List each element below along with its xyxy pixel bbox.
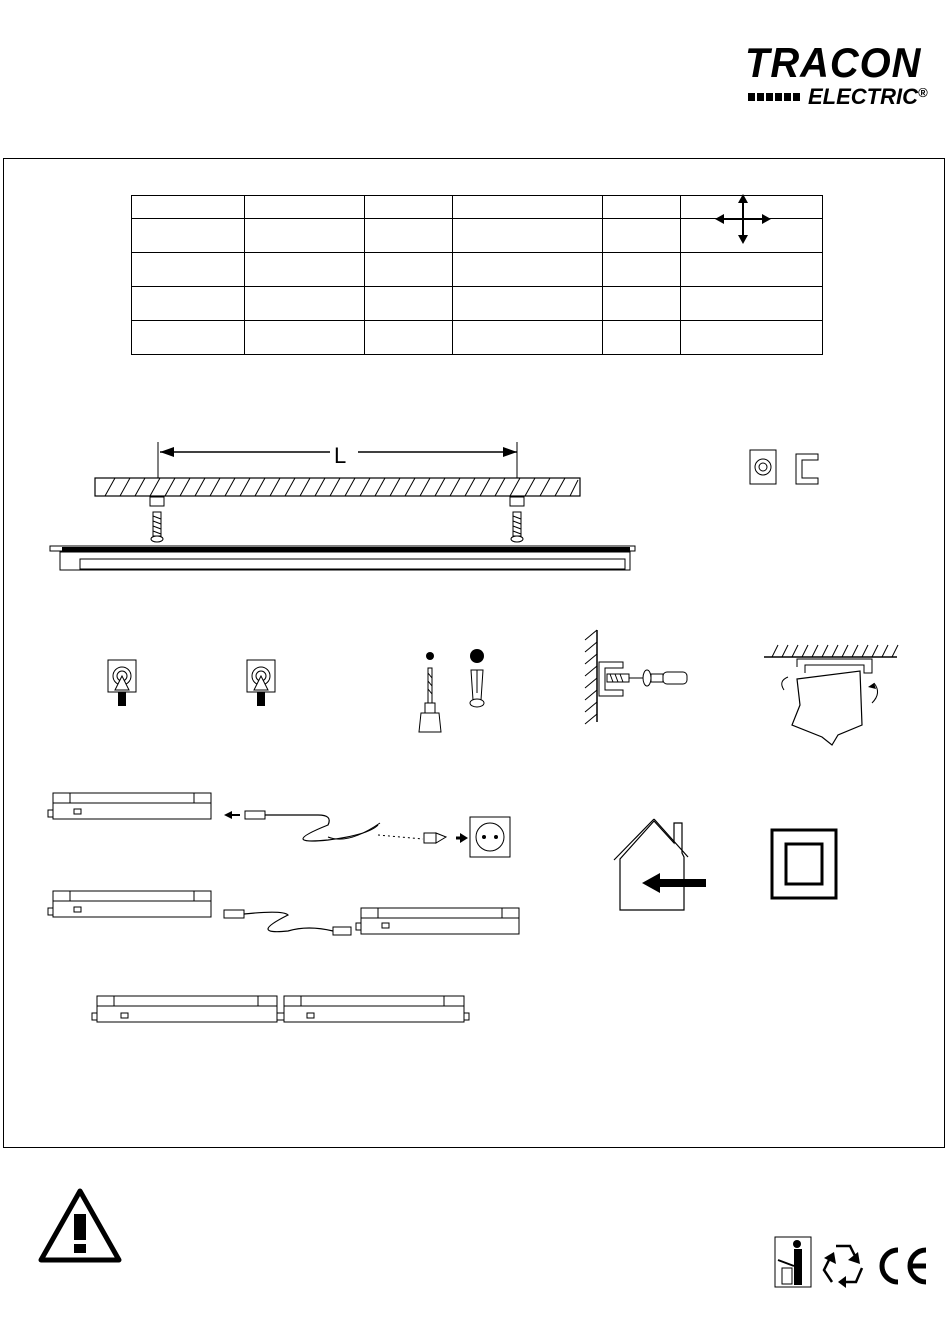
table-row <box>132 321 823 355</box>
power-connection-diagram <box>48 785 518 865</box>
recycle-icon <box>820 1242 866 1288</box>
clip-icons <box>748 448 828 488</box>
table-row <box>132 287 823 321</box>
ceiling-clip-icon <box>762 645 902 755</box>
table-cell <box>681 196 823 219</box>
logo-dash-bar <box>748 93 806 103</box>
registered-mark: ® <box>918 85 928 100</box>
distance-label: L <box>334 443 347 468</box>
table-cell <box>132 196 245 219</box>
ce-mark-icon <box>874 1244 934 1288</box>
drill-and-dowel-icon <box>415 648 495 738</box>
weee-bin-icon <box>774 1236 814 1290</box>
table-row <box>132 253 823 287</box>
move-arrows-icon <box>713 194 773 244</box>
table-cell <box>365 196 453 219</box>
clip-step-1 <box>106 658 146 708</box>
clip-step-2 <box>245 658 285 708</box>
wall-mount-icon <box>585 630 695 730</box>
brand-logo-text: TRACON <box>745 39 922 86</box>
table-cell <box>245 196 365 219</box>
table-row <box>132 196 823 219</box>
brand-logo-subtext <box>808 86 928 108</box>
class-ii-insulation-icon <box>770 828 840 900</box>
indoor-use-icon <box>612 815 712 915</box>
logo-sub-label: ELECTRIC <box>808 84 918 109</box>
table-cell <box>453 196 603 219</box>
mounting-distance-diagram <box>50 440 650 580</box>
spec-table <box>131 195 823 355</box>
direct-linking-diagram <box>92 993 482 1033</box>
link-connection-diagram <box>48 885 528 945</box>
warning-triangle-icon <box>38 1188 122 1264</box>
table-cell <box>603 196 681 219</box>
